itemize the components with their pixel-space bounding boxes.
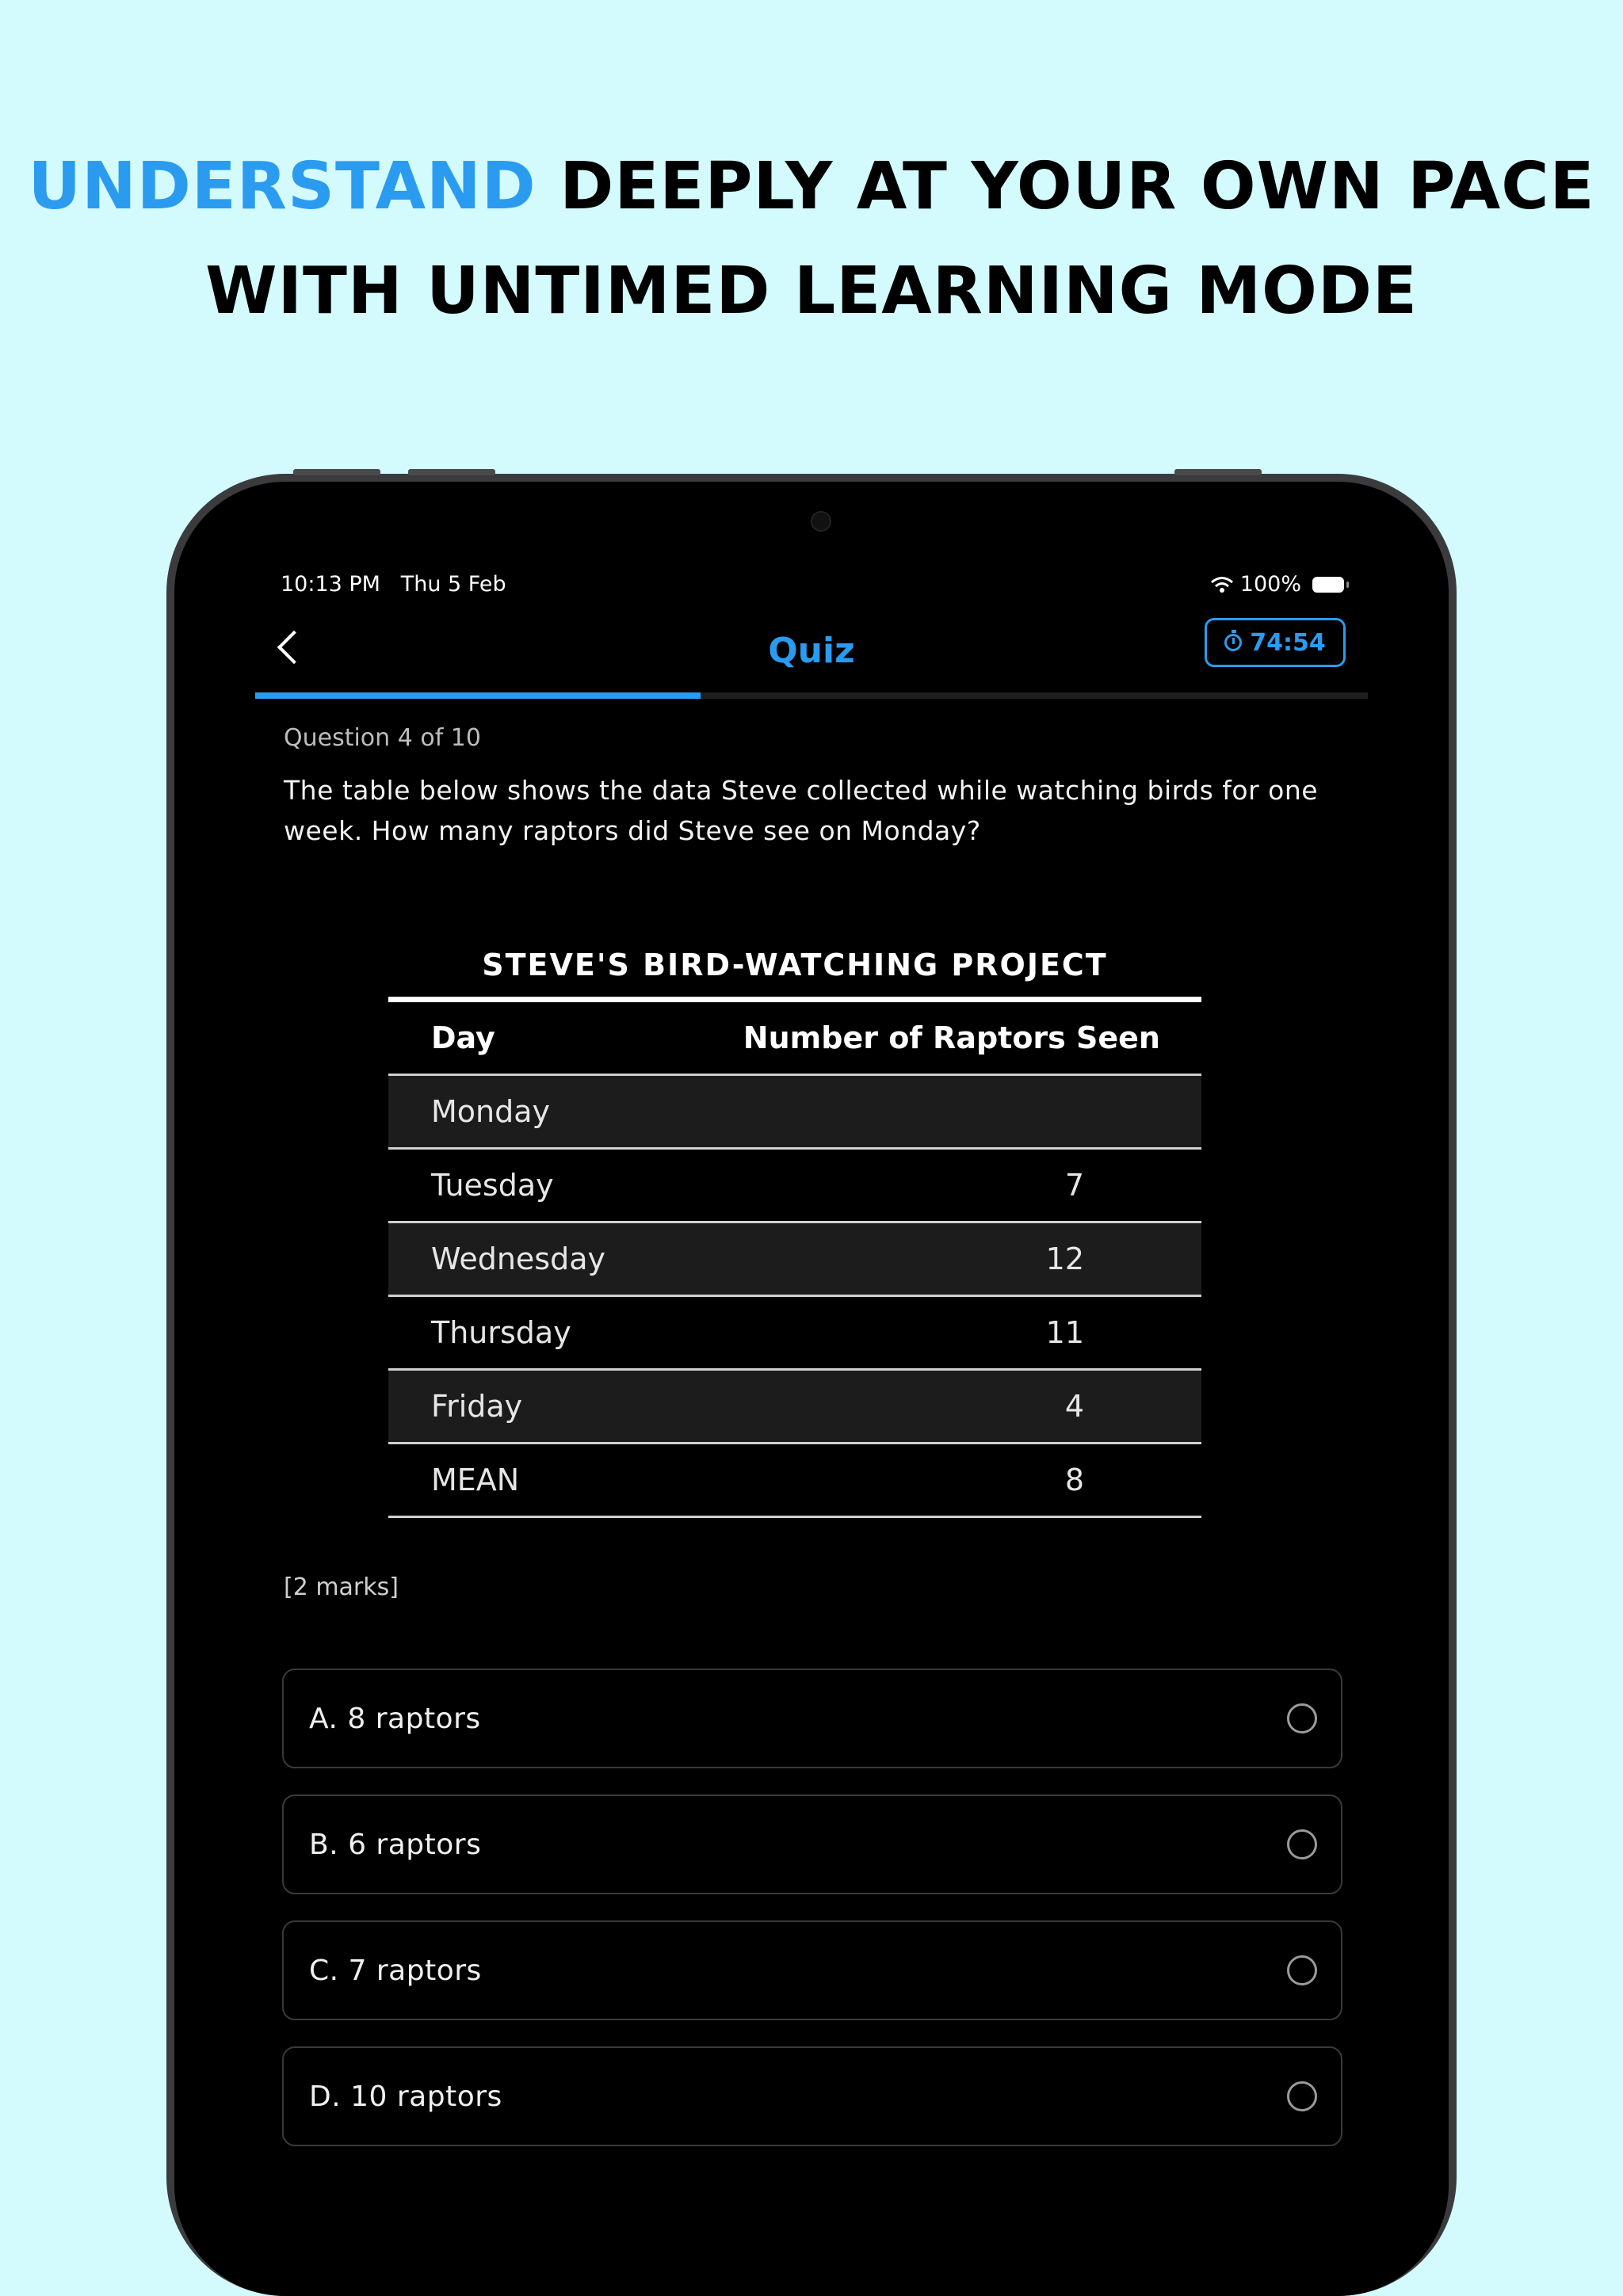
table-cell-day: Thursday (388, 1296, 650, 1370)
table-cell-day: Tuesday (388, 1149, 650, 1222)
status-right (1210, 572, 1344, 597)
table-row (388, 1444, 1201, 1517)
camera-icon (811, 511, 831, 532)
table-top-rule (388, 997, 1201, 1002)
data-table-figure (388, 943, 1201, 1518)
radio-button[interactable] (1287, 1955, 1317, 1985)
table-cell-count: 8 (650, 1444, 1201, 1517)
timer-button[interactable] (1205, 618, 1346, 667)
answer-option-label: B. 6 raptors (309, 1828, 482, 1861)
table-cell-day: MEAN (388, 1444, 650, 1517)
nav-title: Quiz (768, 631, 855, 671)
table-row (388, 1296, 1201, 1370)
table-title: STEVE'S BIRD-WATCHING PROJECT (482, 948, 1108, 982)
battery-percent: 100% (1239, 572, 1301, 597)
table-cell-count (650, 1075, 1201, 1149)
answer-option-label: D. 10 raptors (309, 2080, 502, 2113)
headline-accent: UNDERSTAND (28, 149, 537, 224)
table-cell-count: 7 (650, 1149, 1201, 1222)
volume-button (293, 469, 380, 475)
power-button (1174, 469, 1262, 475)
data-table (388, 1002, 1201, 1518)
table-row (388, 1149, 1201, 1222)
question-text: The table below shows the data Steve collected while watching birds for one week. How many raptors did Steve see on Monday? (284, 775, 1319, 846)
table-cell-day: Friday (388, 1370, 650, 1444)
table-header-count: Number of Raptors Seen (650, 1002, 1201, 1075)
answer-option-label: A. 8 raptors (309, 1702, 481, 1735)
question-counter: Question 4 of 10 (284, 724, 481, 752)
table-cell-day: Wednesday (388, 1222, 650, 1296)
headline-line-2: WITH UNTIMED LEARNING MODE (205, 254, 1418, 329)
table-header-day: Day (388, 1002, 650, 1075)
answer-option-a[interactable] (282, 1669, 1342, 1768)
status-bar (255, 563, 1368, 610)
radio-button[interactable] (1287, 2081, 1317, 2111)
quiz-progress-fill (255, 692, 701, 699)
headline-line-1 (0, 135, 1623, 239)
table-row (388, 1370, 1201, 1444)
table-row (388, 1222, 1201, 1296)
quiz-progress-bar (255, 692, 1368, 699)
question-marks: [2 marks] (284, 1573, 399, 1601)
answer-option-c[interactable] (282, 1920, 1342, 2020)
table-header-row (388, 1002, 1201, 1075)
table-row (388, 1075, 1201, 1149)
radio-button[interactable] (1287, 1703, 1317, 1733)
status-time-value: 10:13 PM (281, 572, 380, 597)
headline (0, 135, 1623, 344)
wifi-icon (1210, 576, 1234, 593)
table-cell-day: Monday (388, 1075, 650, 1149)
stopwatch-icon (1224, 634, 1242, 651)
answer-option-d[interactable] (282, 2046, 1342, 2146)
status-time (281, 572, 506, 597)
table-cell-count: 4 (650, 1370, 1201, 1444)
table-cell-count: 12 (650, 1222, 1201, 1296)
answer-option-label: C. 7 raptors (309, 1954, 482, 1987)
battery-icon (1312, 577, 1344, 593)
headline-line-1-rest: DEEPLY AT YOUR OWN PACE (536, 149, 1595, 224)
app-screen (255, 563, 1368, 2226)
volume-button (408, 469, 495, 475)
nav-bar (255, 618, 1368, 697)
timer-value: 74:54 (1250, 628, 1326, 657)
answer-option-b[interactable] (282, 1794, 1342, 1894)
table-cell-count: 11 (650, 1296, 1201, 1370)
radio-button[interactable] (1287, 1829, 1317, 1859)
status-date: Thu 5 Feb (400, 572, 506, 597)
